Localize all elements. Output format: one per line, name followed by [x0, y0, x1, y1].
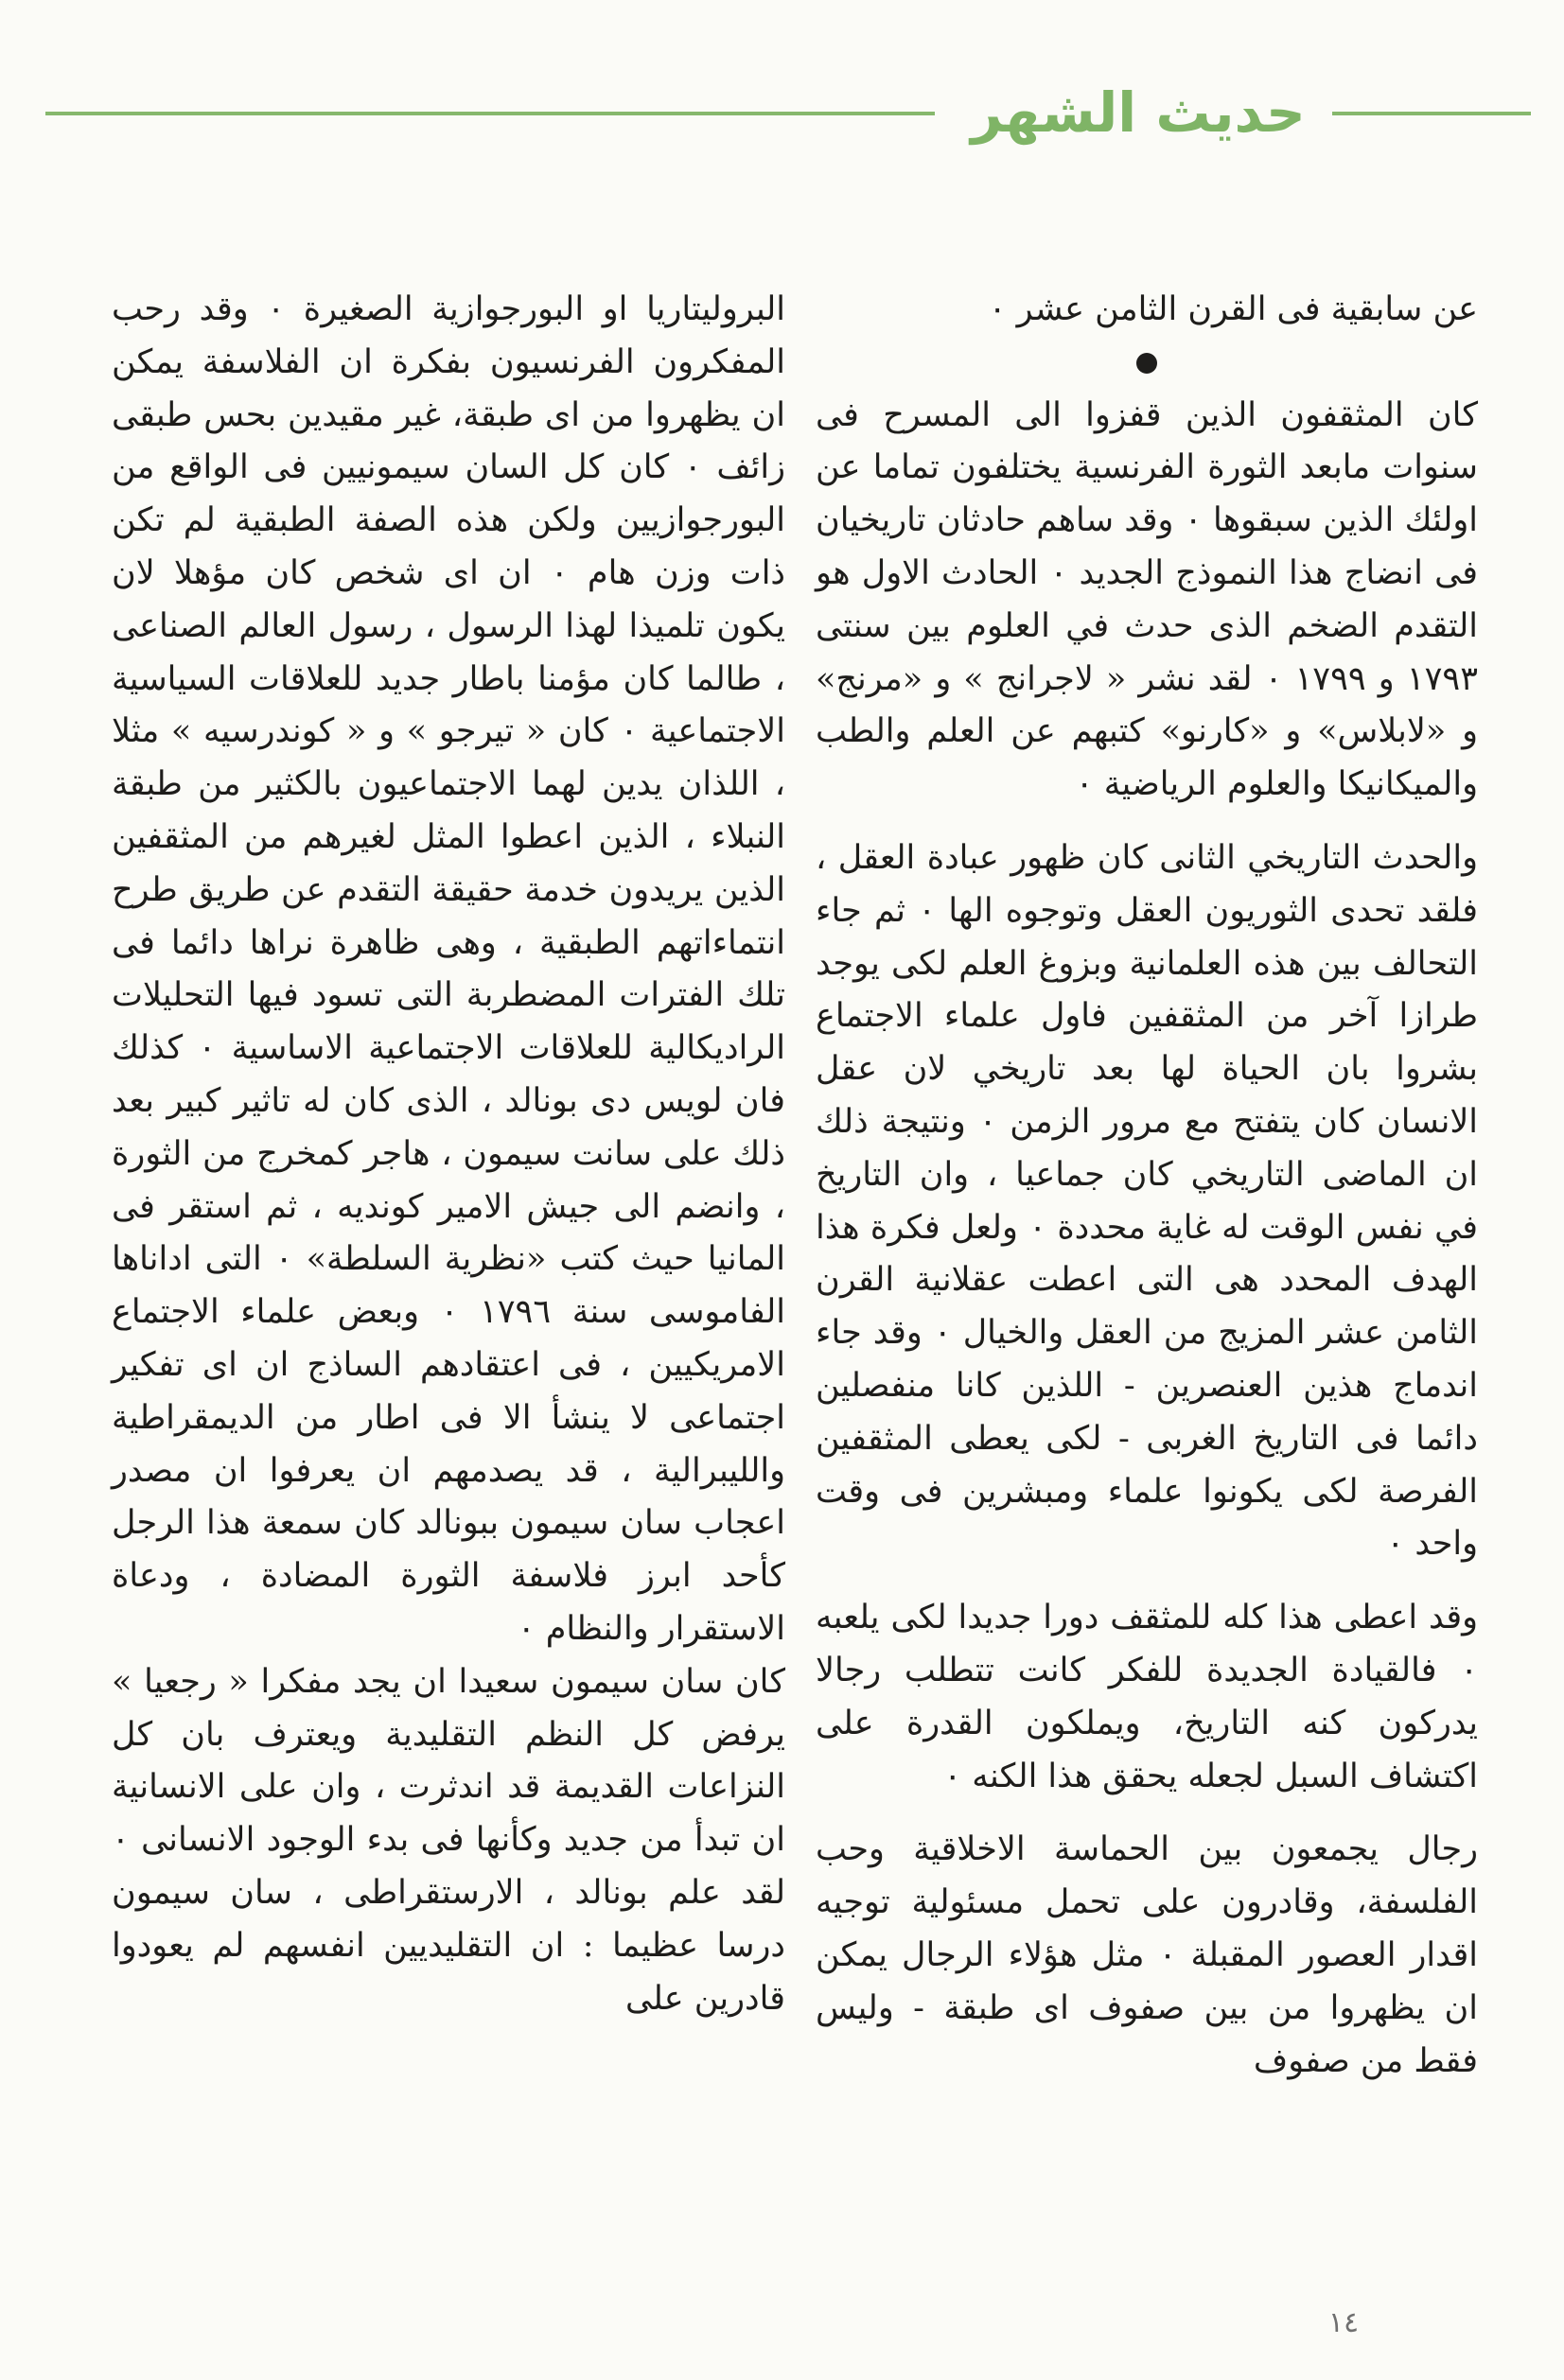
article-column-left	[112, 284, 785, 2025]
paragraph: رجال يجمعون بين الحماسة الاخلاقية وحب الفلسفة، وقادرون على تحمل مسئولية توجيه اقدار العصور المقبلة ٠ مثل هؤلاء الرجال يمكن ان يظهروا من بين صفوف اى طبقة - وليس فقط من صفوف	[816, 1830, 1478, 2080]
header-rule-left	[45, 112, 935, 115]
page-number: ١٤	[1327, 2306, 1360, 2339]
bullet-dot-icon	[1136, 353, 1157, 374]
paragraph: وقد اعطى هذا كله للمثقف دورا جديدا لكى يلعبه ٠ فالقيادة الجديدة للفكر كانت تتطلب رجالا يدركون كنه التاريخ، ويملكون القدرة على اكتشاف السبل لجعله يحقق هذا الكنه ٠	[816, 1599, 1478, 1795]
header-rule-right	[1332, 112, 1531, 115]
page-header	[45, 76, 1531, 151]
paragraph: والحدث التاريخي الثانى كان ظهور عبادة العقل ، فلقد تحدى الثوريون العقل وتوجوه الها ٠ ثم جاء التحالف بين هذه العلمانية وبزوغ العلم لكى يوجد طرازا آخر من المثقفين فاول علماء الاجتماع بشروا بان الحياة لها بعد تاريخي لان عقل الانسان كان يتفتح مع مرور الزمن ٠ ونتيجة ذلك ان الماضى التاريخي كان جماعيا ، وان التاريخ في نفس الوقت له غاية محددة ٠ ولعل فكرة هذا الهدف المحدد هى التى اعطت عقلانية القرن الثامن عشر المزيج من العقل والخيال ٠ وقد جاء اندماج هذين العنصرين - اللذين كانا منفصلين دائما فى التاريخ الغربى - لكى يعطى المثقفين الفرصة لكى يكونوا علماء ومبشرين فى وقت واحد ٠	[816, 838, 1479, 1564]
paragraph: كان المثقفون الذين قفزوا الى المسرح فى سنوات مابعد الثورة الفرنسية يختلفون تماما عن اولئك الذين سبقوها ٠ وقد ساهم حادثان تاريخيان فى انضاج هذا النموذج الجديد ٠ الحادث الاول هو التقدم الضخم الذى حدث في العلوم بين سنتى ١٧٩٣ و ١٧٩٩ ٠ لقد نشر « لاجرانج » و «مرنج» و «لابلاس» و «كارنو» كتبهم عن العلم والطب والميكانيكا والعلوم الرياضية ٠	[816, 395, 1479, 804]
lead-line: عن سابقية فى القرن الثامن عشر ٠	[988, 290, 1478, 328]
paragraph: كان سان سيمون سعيدا ان يجد مفكرا « رجعيا » يرفض كل النظم التقليدية ويعترف بان كل النزاعات القديمة قد اندثرت ، وان على الانسانية ان تبدأ من جديد وكأنها فى بدء الوجود الانسانى ٠ لقد علم بونالد ، الارستقراطى ، سان سيمون درسا عظيما : ان التقليديين انفسهم لم يعودوا قادرين على	[112, 1662, 785, 2018]
paragraph: البروليتاريا او البورجوازية الصغيرة ٠ وقد رحب المفكرون الفرنسيون بفكرة ان الفلاسفة يمكن ان يظهروا من اى طبقة، غير مقيدين بحس طبقى زائف ٠ كان كل السان سيمونيين فى الواقع من البورجوازيين ولكن هذه الصفة الطبقية لم تكن ذات وزن هام ٠ ان اى شخص كان مؤهلا لان يكون تلميذا لهذا الرسول ، رسول العالم الصناعى ، طالما كان مؤمنا باطار جديد للعلاقات السياسية الاجتماعية ٠ كان « تيرجو » و « كوندرسيه » مثلا ، اللذان يدين لهما الاجتماعيون بالكثير من طبقة النبلاء ، الذين اعطوا المثل لغيرهم من المثقفين الذين يريدون خدمة حقيقة التقدم عن طريق طرح انتماءاتهم الطبقية ، وهى ظاهرة نراها دائما فى تلك الفترات المضطربة التى تسود فيها التحليلات الراديكالية للعلاقات الاجتماعية الاساسية ٠ كذلك فان لويس دى بونالد ، الذى كان له تاثير كبير بعد ذلك على سانت سيمون ، هاجر كمخرج من الثورة ، وانضم الى جيش الامير كونديه ، ثم استقر فى المانيا حيث كتب «نظرية السلطة» ٠ التى اداناها الفاموسى سنة ١٧٩٦ ٠ وبعض علماء الاجتماع الامريكيين ، فى اعتقادهم الساذج ان اى تفكير اجتماعى لا ينشأ الا فى اطار من الديمقراطية والليبرالية ، قد يصدمهم ان يعرفوا ان مصدر اعجاب سان سيمون ببونالد كان سمعة هذا الرجل كأحد ابرز فلاسفة الثورة المضادة ، ودعاة الاستقرار والنظام ٠	[112, 290, 786, 1648]
section-divider	[816, 337, 1478, 390]
article-column-right	[816, 284, 1478, 2088]
section-logo: حديث الشهر	[971, 80, 1306, 145]
